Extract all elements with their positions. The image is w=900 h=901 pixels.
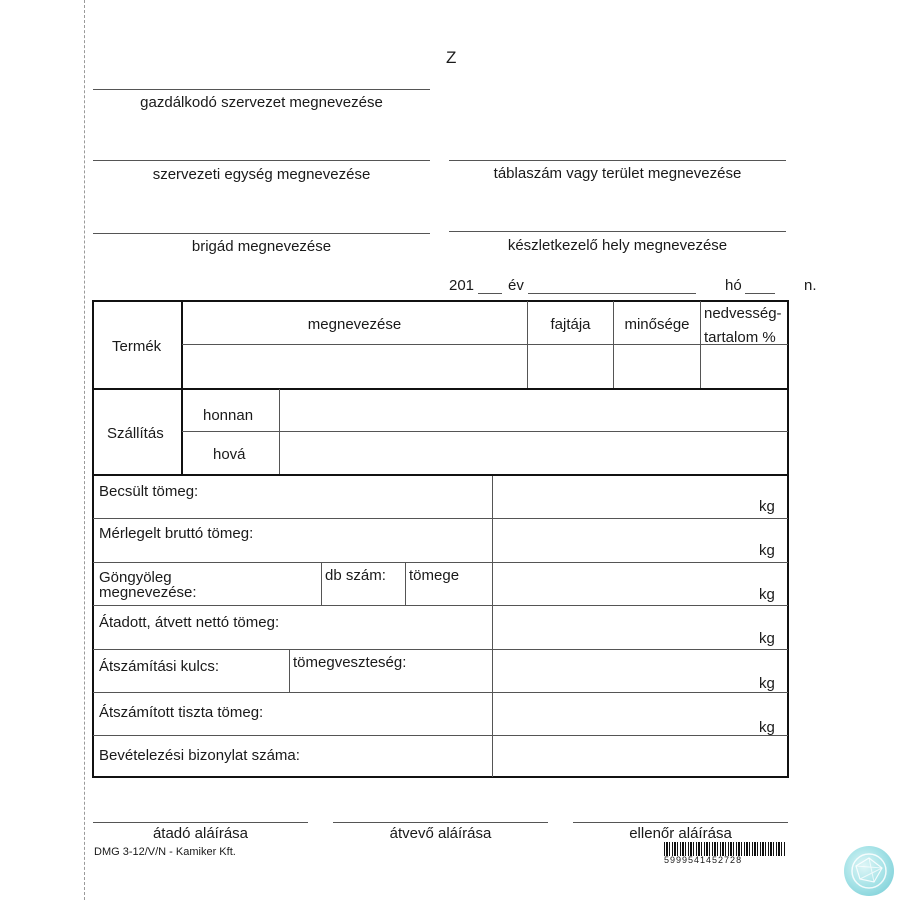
date-month-label: hó (725, 277, 742, 294)
product-label: Termék (112, 338, 162, 355)
transport-from-label: honnan (203, 407, 254, 424)
receiver-signature-label: átvevő aláírása (389, 825, 492, 842)
product-col-sep-3 (700, 301, 701, 388)
transport-to-label: hová (213, 446, 246, 463)
form-code: DMG 3-12/V/N - Kamiker Kft. (94, 846, 236, 858)
row-line-1 (93, 518, 788, 519)
row-line-5 (93, 692, 788, 693)
clean-weight-field[interactable] (494, 694, 754, 734)
net-weight-unit: kg (759, 630, 775, 647)
packaging-sep-1 (321, 563, 322, 605)
org-name-label: gazdálkodó szervezet megnevezése (140, 94, 383, 111)
checker-signature-label: ellenőr aláírása (629, 825, 732, 842)
giver-signature-line[interactable] (93, 822, 308, 823)
row-line-3 (93, 605, 788, 606)
gross-weight-field[interactable] (494, 520, 754, 561)
estimated-weight-field[interactable] (494, 476, 754, 517)
packaging-weight-label: tömege (409, 567, 460, 584)
conversion-sep (289, 650, 290, 692)
receipt-number-label: Bevételezési bizonylat száma: (99, 747, 300, 764)
barcode-digits: 5999541452728 (664, 855, 743, 865)
clean-weight-unit: kg (759, 719, 775, 736)
product-col-sep-2 (613, 301, 614, 388)
barcode-icon (664, 842, 786, 856)
packaging-sep-2 (405, 563, 406, 605)
plot-name-label: táblaszám vagy terület megnevezése (493, 165, 742, 182)
date-year-prefix: 201 (449, 277, 475, 294)
row-line-4 (93, 649, 788, 650)
receipt-number-field[interactable] (494, 737, 786, 776)
receiver-signature-line[interactable] (333, 822, 548, 823)
transport-from-field[interactable] (281, 391, 787, 430)
clean-weight-label: Átszámított tiszta tömeg: (99, 704, 264, 721)
weight-loss-unit: kg (759, 675, 775, 692)
packaging-label-2: megnevezése: (99, 584, 197, 601)
weight-loss-field[interactable] (494, 651, 754, 691)
giver-signature-label: átadó aláírása (152, 825, 249, 842)
packaging-count-label: db szám: (325, 567, 386, 584)
product-col-moisture-1: nedvesség- (704, 305, 782, 322)
date-month-field[interactable] (528, 293, 696, 294)
packaging-weight-field[interactable] (494, 564, 754, 604)
gross-weight-label: Mérlegelt bruttó tömeg: (99, 525, 254, 542)
product-col-sep-1 (527, 301, 528, 388)
net-weight-label: Átadott, átvett nettó tömeg: (99, 614, 280, 631)
product-col-name: megnevezése (307, 316, 402, 333)
unit-name-line[interactable] (93, 160, 430, 161)
conversion-key-label: Átszámítási kulcs: (99, 658, 220, 675)
store-name-line[interactable] (449, 231, 786, 232)
row-line-2 (93, 562, 788, 563)
org-name-line[interactable] (93, 89, 430, 90)
product-col-moisture-2: tartalom % (704, 329, 776, 346)
form-mark: Z (446, 48, 457, 67)
store-name-label: készletkezelő hely megnevezése (507, 237, 728, 254)
date-day-field[interactable] (745, 293, 775, 294)
row-line-6 (93, 735, 788, 736)
estimated-weight-label: Becsült tömeg: (99, 483, 199, 500)
brigade-name-line[interactable] (93, 233, 430, 234)
product-moisture-field[interactable] (702, 346, 787, 387)
packaging-label-1: Göngyöleg (99, 569, 172, 586)
product-name-field[interactable] (183, 346, 526, 387)
product-col-type: fajtája (550, 316, 591, 333)
transport-to-field[interactable] (281, 433, 787, 473)
weight-loss-label: tömegveszteség: (293, 654, 407, 671)
checker-signature-line[interactable] (573, 822, 788, 823)
plot-name-line[interactable] (449, 160, 786, 161)
product-type-field[interactable] (529, 346, 612, 387)
product-section-bottom (93, 388, 788, 390)
gross-weight-unit: kg (759, 542, 775, 559)
unit-name-label: szervezeti egység megnevezése (152, 166, 371, 183)
packaging-weight-unit: kg (759, 586, 775, 603)
date-day-label: n. (804, 277, 817, 294)
product-header-line (182, 344, 788, 345)
estimated-weight-unit: kg (759, 498, 775, 515)
transport-label: Szállítás (107, 425, 164, 442)
product-col-quality: minősége (624, 316, 690, 333)
date-year-field[interactable] (478, 293, 502, 294)
date-year-label: év (508, 277, 524, 294)
product-quality-field[interactable] (615, 346, 699, 387)
transport-col-sep (279, 389, 280, 475)
perforation-line (84, 0, 85, 900)
globe-logo-icon (844, 846, 894, 896)
transport-mid-line (182, 431, 788, 432)
brigade-name-label: brigád megnevezése (191, 238, 332, 255)
net-weight-field[interactable] (494, 607, 754, 648)
weights-col-sep (492, 476, 493, 777)
